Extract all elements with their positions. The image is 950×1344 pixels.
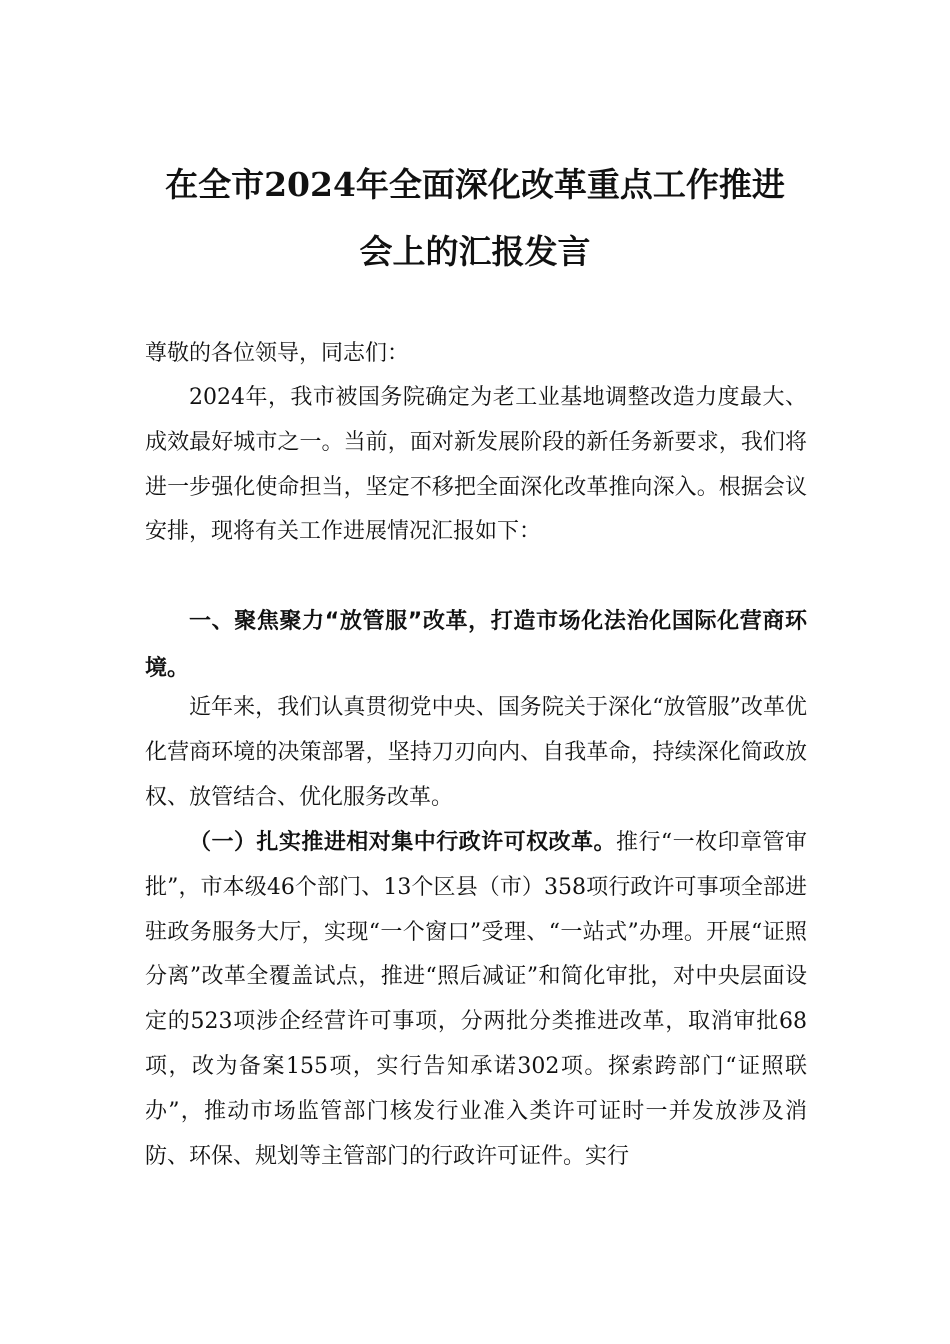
subsection-1-paragraph (145, 820, 807, 1179)
section-heading-1: 一、聚焦聚力“放管服”改革，打造市场化法治化国际化营商环境。 (145, 609, 807, 681)
document-title-line-2: 会上的汇报发言 (359, 232, 591, 271)
subsection-heading-1: （一）扎实推进相对集中行政许可权改革。 (189, 829, 616, 855)
subsection-1-body: 推行“一枚印章管审批”，市本级46个部门、13个区县（市）358项行政许可事项全部进驻政务服务大厅，实现“一个窗口”受理、“一站式”办理。开展“证照分离”改革全覆盖试点，推进“照后减证”和简化审批，对中央层面设定的523项涉企经营许可事项，分两批分类推进改革，取消审批68项，改为备案155项，实行告知承诺302项。探索跨部门“证照联办”，推动市场监管部门核发行业准入类许可证时一并发放涉及消防、环保、规划等主管部门的行政许可证件。实行 (145, 830, 807, 1169)
document-title-line-1: 在全市2024年全面深化改革重点工作推进 (165, 165, 785, 204)
section-1-intro-paragraph: 近年来，我们认真贯彻党中央、国务院关于深化“放管服”改革优化营商环境的决策部署，坚持刀刃向内、自我革命，持续深化简政放权、放管结合、优化服务改革。 (145, 695, 807, 810)
intro-paragraph: 2024年，我市被国务院确定为老工业基地调整改造力度最大、成效最好城市之一。当前，面对新发展阶段的新任务新要求，我们将进一步强化使命担当，坚定不移把全面深化改革推向深入。根据会议安排，现将有关工作进展情况汇报如下： (145, 385, 807, 545)
salutation: 尊敬的各位领导，同志们： (145, 341, 410, 366)
